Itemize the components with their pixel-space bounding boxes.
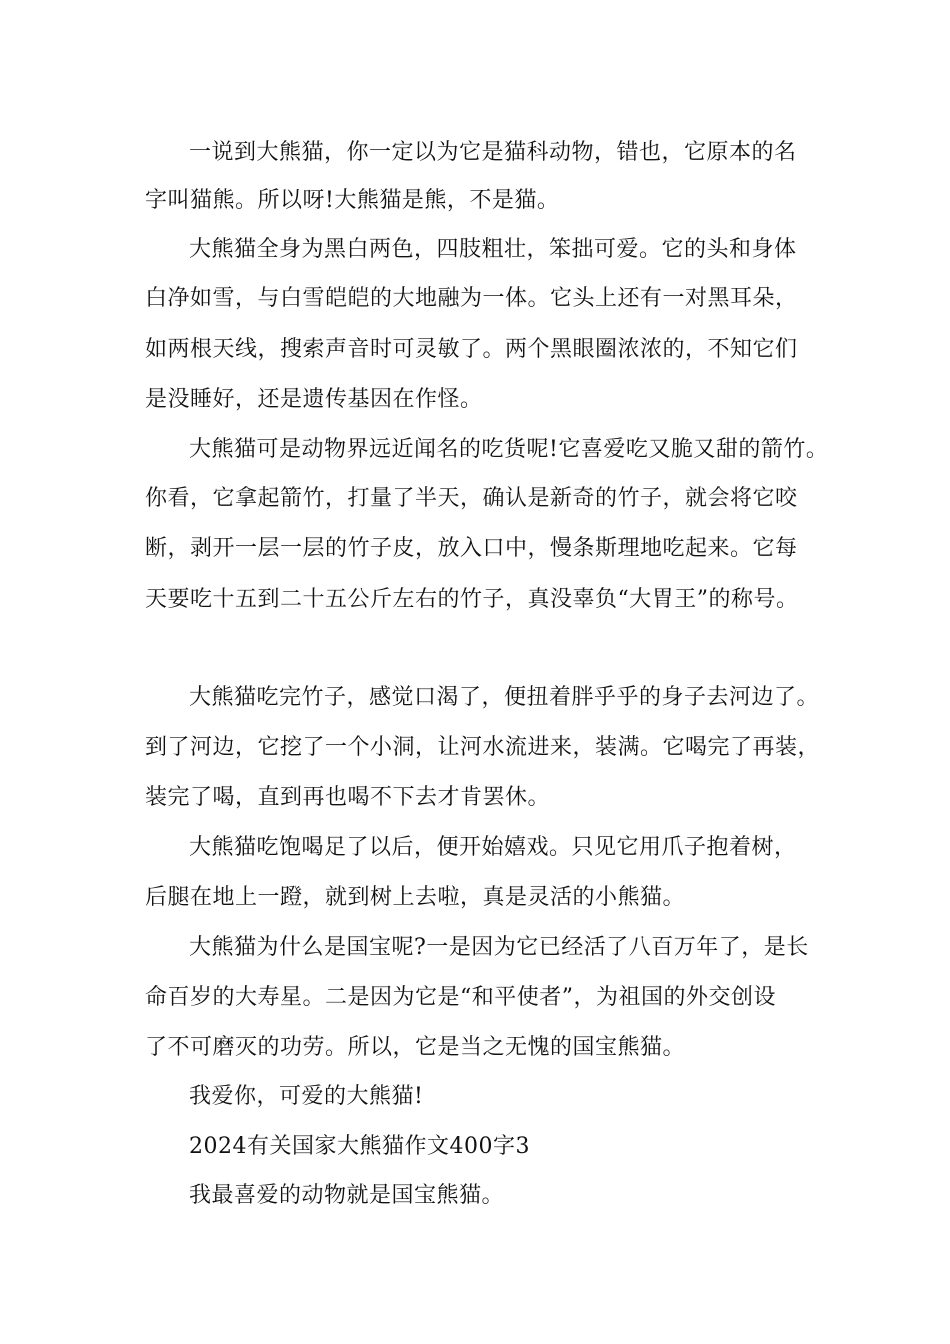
text-line: 大熊猫吃完竹子，感觉口渴了，便扭着胖乎乎的身子去河边了。 (189, 685, 820, 710)
text-line: 大熊猫吃饱喝足了以后，便开始嬉戏。只见它用爪子抱着树， (189, 835, 797, 860)
text-line: 命百岁的大寿星。二是因为它是“和平使者”，为祖国的外交创设 (145, 985, 776, 1010)
text-line: 白净如雪，与白雪皑皑的大地融为一体。它头上还有一对黑耳朵， (145, 286, 798, 311)
text-line: 一说到大熊猫，你一定以为它是猫科动物，错也，它原本的名 (189, 140, 797, 165)
text-line: 如两根天线，搜索声音时可灵敏了。两个黑眼圈浓浓的，不知它们 (145, 337, 798, 362)
text-line: 到了河边，它挖了一个小洞，让河水流进来，装满。它喝完了再装， (145, 735, 821, 760)
text-line: 大熊猫可是动物界远近闻名的吃货呢!它喜爱吃又脆又甜的箭竹。 (189, 437, 829, 462)
text-line: 我爱你，可爱的大熊猫! (189, 1084, 424, 1109)
text-line: 大熊猫全身为黑白两色，四肢粗壮，笨拙可爱。它的头和身体 (189, 237, 797, 262)
text-line: 大熊猫为什么是国宝呢?一是因为它已经活了八百万年了，是长 (189, 935, 809, 960)
text-line: 天要吃十五到二十五公斤左右的竹子，真没辜负“大胃王”的称号。 (145, 587, 799, 612)
text-line: 是没睡好，还是遗传基因在作怪。 (145, 387, 483, 412)
text-line: 装完了喝，直到再也喝不下去才肯罢休。 (145, 785, 551, 810)
text-line: 后腿在地上一蹬，就到树上去啦，真是灵活的小熊猫。 (145, 885, 686, 910)
text-line: 断，剥开一层一层的竹子皮，放入口中，慢条斯理地吃起来。它每 (145, 536, 798, 561)
text-line: 了不可磨灭的功劳。所以，它是当之无愧的国宝熊猫。 (145, 1035, 686, 1060)
text-line: 你看，它拿起箭竹，打量了半天，确认是新奇的竹子，就会将它咬 (145, 486, 798, 511)
section-heading: 2024有关国家大熊猫作文400字3 (189, 1134, 530, 1159)
text-line: 我最喜爱的动物就是国宝熊猫。 (189, 1183, 505, 1208)
text-line: 字叫猫熊。所以呀!大熊猫是熊，不是猫。 (145, 188, 560, 213)
